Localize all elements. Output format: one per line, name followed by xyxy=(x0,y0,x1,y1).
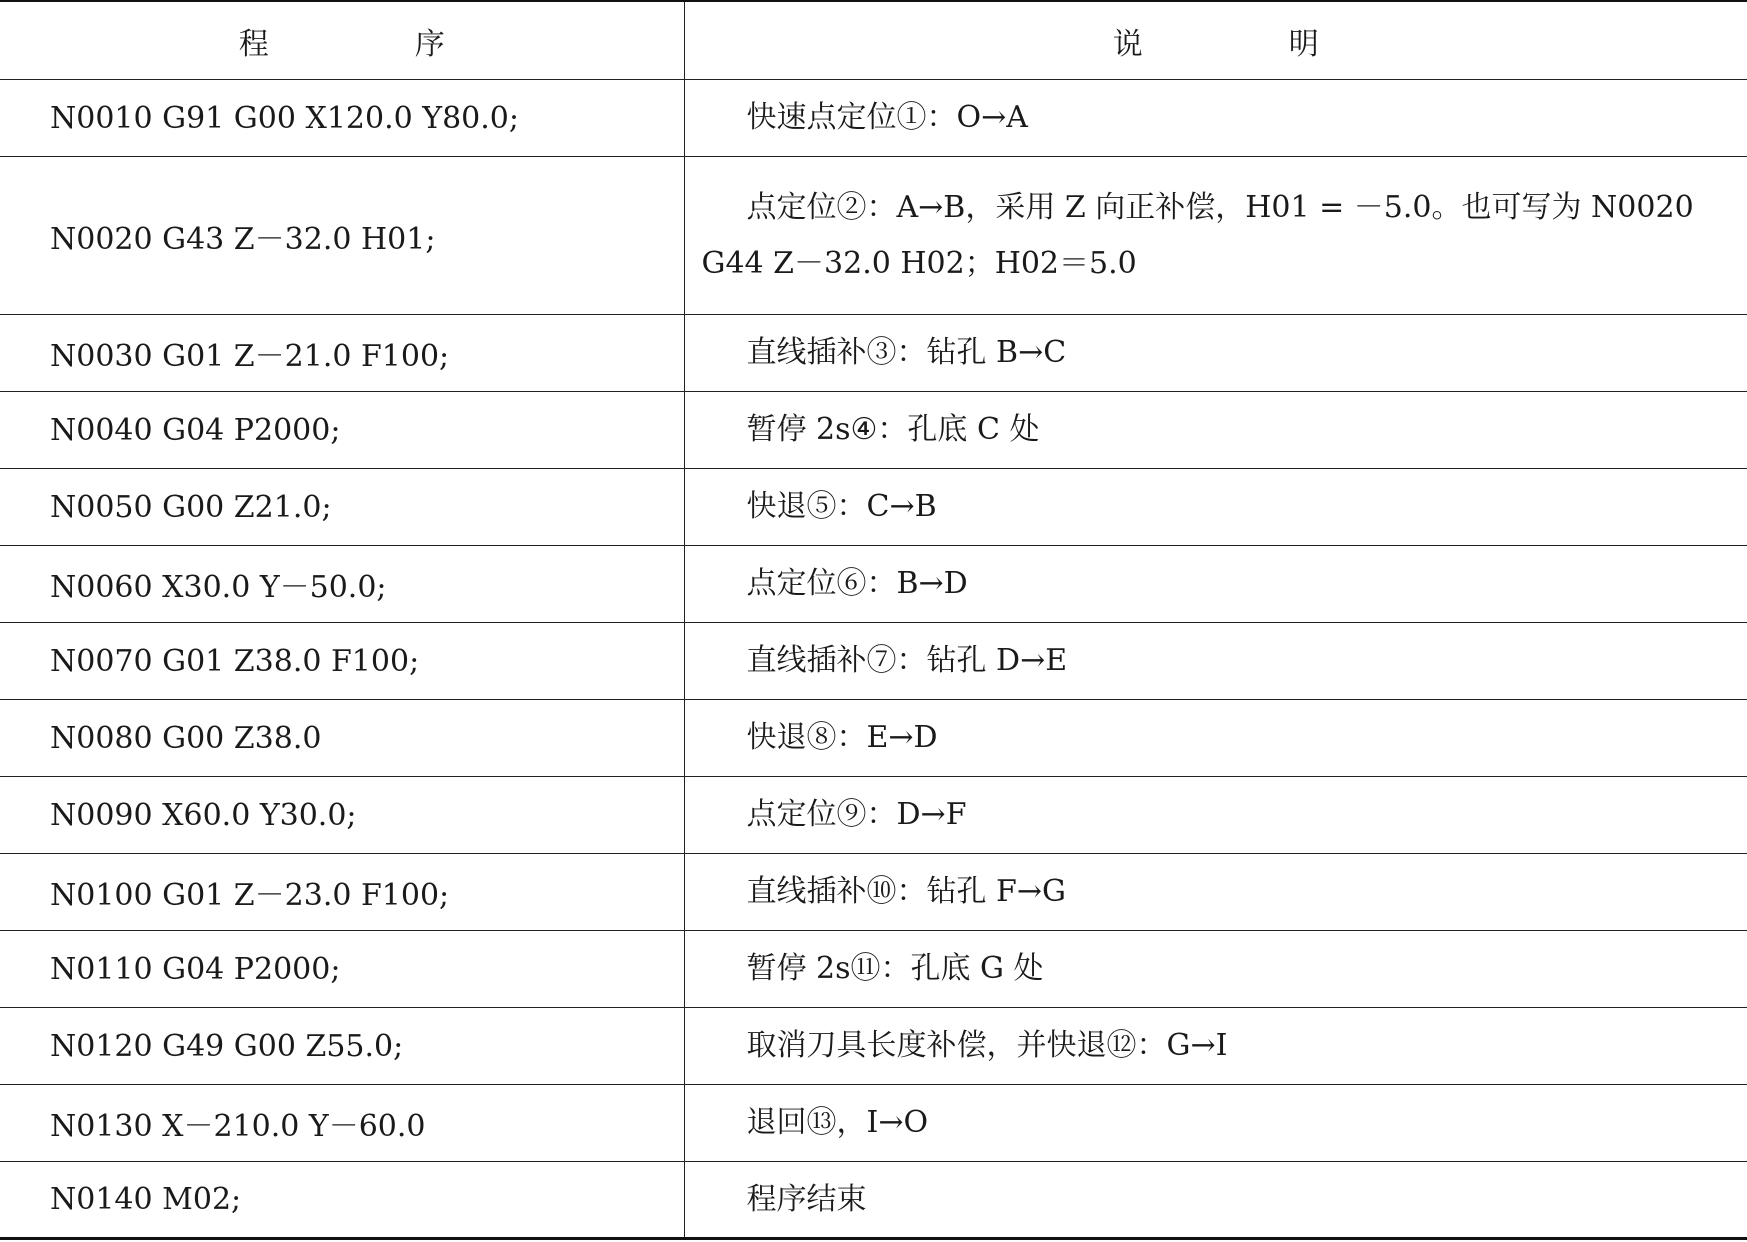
table-row xyxy=(0,469,1747,546)
description-cell: 快退⑧：E→D xyxy=(684,700,1747,777)
table-row xyxy=(0,931,1747,1008)
program-cell: N0010 G91 G00 X120.0 Y80.0; xyxy=(0,80,684,157)
table-row xyxy=(0,1085,1747,1162)
program-cell: N0100 G01 Z－23.0 F100; xyxy=(0,854,684,931)
table-header-row xyxy=(0,1,1747,80)
program-cell: N0070 G01 Z38.0 F100; xyxy=(0,623,684,700)
program-cell: N0140 M02; xyxy=(0,1162,684,1239)
table-row xyxy=(0,80,1747,157)
program-cell: N0030 G01 Z－21.0 F100; xyxy=(0,315,684,392)
program-cell: N0120 G49 G00 Z55.0; xyxy=(0,1008,684,1085)
description-cell: 点定位②：A→B，采用 Z 向正补偿，H01 = －5.0。也可写为 N0020 G44 Z－32.0 H02；H02＝5.0 xyxy=(684,157,1747,315)
description-cell: 程序结束 xyxy=(684,1162,1747,1239)
description-cell: 退回⑬，I→O xyxy=(684,1085,1747,1162)
description-cell: 快退⑤：C→B xyxy=(684,469,1747,546)
description-cell: 点定位⑥：B→D xyxy=(684,546,1747,623)
description-cell: 直线插补⑦：钻孔 D→E xyxy=(684,623,1747,700)
description-cell: 取消刀具长度补偿，并快退⑫：G→I xyxy=(684,1008,1747,1085)
description-cell: 直线插补③：钻孔 B→C xyxy=(684,315,1747,392)
program-cell: N0080 G00 Z38.0 xyxy=(0,700,684,777)
description-cell: 快速点定位①：O→A xyxy=(684,80,1747,157)
program-cell: N0130 X－210.0 Y－60.0 xyxy=(0,1085,684,1162)
program-cell: N0110 G04 P2000; xyxy=(0,931,684,1008)
table-row xyxy=(0,1162,1747,1239)
program-cell: N0090 X60.0 Y30.0; xyxy=(0,777,684,854)
header-program: 程 序 xyxy=(0,1,684,80)
table-row xyxy=(0,623,1747,700)
description-cell: 暂停 2s⑪：孔底 G 处 xyxy=(684,931,1747,1008)
program-cell: N0020 G43 Z－32.0 H01; xyxy=(0,157,684,315)
program-cell: N0040 G04 P2000; xyxy=(0,392,684,469)
table-row xyxy=(0,315,1747,392)
table-row xyxy=(0,854,1747,931)
description-cell: 直线插补⑩：钻孔 F→G xyxy=(684,854,1747,931)
table-row xyxy=(0,1008,1747,1085)
table-row xyxy=(0,700,1747,777)
table-row xyxy=(0,392,1747,469)
table-row xyxy=(0,777,1747,854)
header-description: 说 明 xyxy=(684,1,1747,80)
program-cell: N0060 X30.0 Y－50.0; xyxy=(0,546,684,623)
table-row xyxy=(0,157,1747,315)
table-row xyxy=(0,546,1747,623)
description-cell: 点定位⑨：D→F xyxy=(684,777,1747,854)
program-cell: N0050 G00 Z21.0; xyxy=(0,469,684,546)
description-cell: 暂停 2s④：孔底 C 处 xyxy=(684,392,1747,469)
